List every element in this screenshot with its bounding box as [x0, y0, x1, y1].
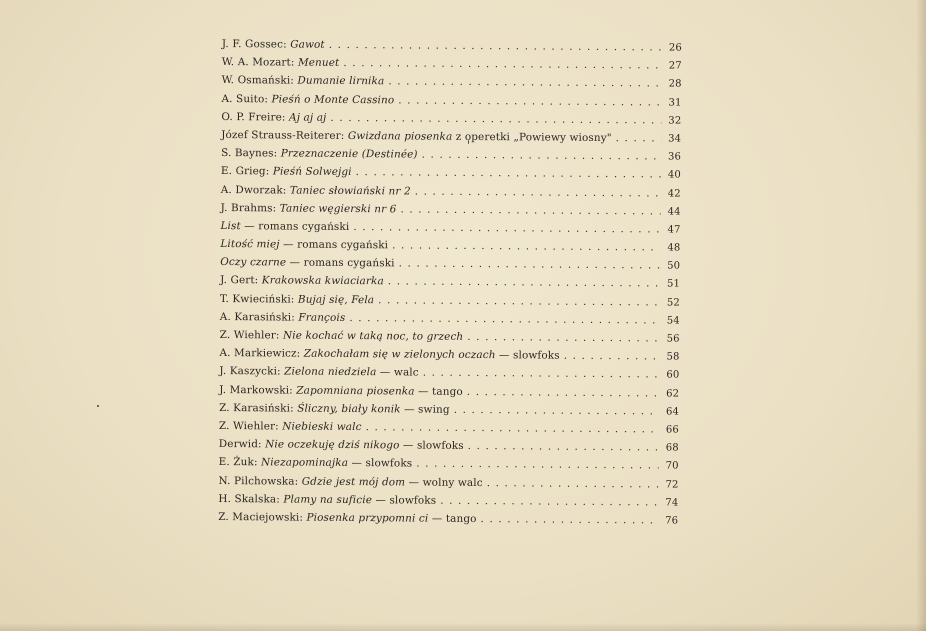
toc-entry-author: T. Kwieciński:	[219, 292, 298, 306]
toc-entry-author: A. Markiewicz:	[219, 347, 304, 360]
toc-entry-author: J. Brahms:	[220, 201, 280, 215]
toc-entry-author: S. Baynes:	[221, 147, 281, 160]
toc-entry-title: Menuet	[297, 56, 340, 70]
dot-leader	[487, 477, 659, 490]
toc-entry-page-number: 31	[668, 97, 682, 109]
toc-entry-page-number: 47	[667, 224, 681, 236]
toc-entry-title: Plamy na suficie	[283, 493, 373, 506]
dot-leader	[356, 166, 661, 180]
toc-entry-text	[221, 111, 326, 124]
toc-entry	[218, 511, 678, 533]
dot-leader	[349, 312, 659, 326]
toc-entry-subtitle: — romans cygański	[240, 220, 350, 233]
table-of-contents	[218, 38, 682, 533]
toc-entry-author: E. Grieg:	[220, 165, 273, 178]
toc-entry-title: Litość miej	[220, 238, 280, 251]
toc-entry-text	[220, 274, 384, 287]
toc-entry-subtitle: — romans cygański	[279, 238, 389, 252]
dot-leader	[481, 513, 659, 526]
toc-entry-author: Z. Wiehler:	[219, 328, 284, 342]
toc-entry-text	[221, 202, 397, 215]
toc-entry-page-number: 44	[667, 206, 681, 218]
dot-leader	[468, 440, 659, 454]
toc-entry-subtitle: — romans cygański	[286, 256, 395, 270]
toc-entry-author: Józef Strauss-Reiterer:	[221, 128, 348, 142]
toc-entry-text	[221, 183, 411, 196]
dot-leader	[400, 203, 660, 217]
toc-entry-text	[221, 93, 394, 106]
toc-entry-author: Z. Wiehler:	[218, 419, 283, 433]
toc-entry-text	[219, 438, 464, 452]
toc-entry-author: J. Gert:	[220, 274, 262, 287]
toc-entry-page-number: 74	[665, 497, 679, 509]
toc-entry-text	[219, 365, 418, 379]
dot-leader	[392, 239, 660, 253]
toc-entry-title: Nie kochać w taką noc, to grzech	[282, 329, 464, 343]
dot-leader	[467, 385, 660, 399]
toc-entry-author: W. Osmański:	[221, 74, 298, 87]
toc-entry-text	[220, 329, 464, 343]
toc-entry-title: Gwizdana piosenka	[347, 129, 453, 143]
dot-leader	[423, 367, 660, 381]
toc-entry-title: Krakowska kwiaciarka	[261, 274, 384, 288]
dot-leader	[329, 39, 662, 54]
toc-entry-text	[220, 220, 349, 233]
toc-entry-text	[222, 56, 340, 69]
dot-leader	[564, 350, 660, 363]
toc-entry-text	[220, 238, 388, 251]
toc-entry-subtitle: — swing	[400, 403, 450, 416]
dot-leader	[415, 185, 661, 199]
toc-entry-page-number: 27	[668, 60, 682, 72]
toc-entry-subtitle: — walc	[376, 366, 419, 379]
dot-leader	[399, 258, 661, 272]
toc-entry-title: List	[220, 219, 241, 233]
dot-leader	[398, 94, 661, 108]
toc-entry-title: Oczy czarne	[220, 256, 287, 269]
toc-entry-text	[219, 347, 559, 362]
toc-entry-page-number: 48	[667, 242, 681, 254]
dot-leader	[378, 294, 660, 308]
toc-entry-title: Gawot	[290, 38, 325, 51]
toc-entry-author: Derwid:	[218, 438, 266, 451]
toc-entry-page-number: 52	[666, 297, 680, 309]
toc-entry-subtitle: — slowfoks	[399, 439, 464, 453]
toc-entry-title: Niebieski walc	[282, 420, 362, 434]
toc-entry-subtitle: — slowfoks	[495, 349, 560, 362]
toc-entry-page-number: 50	[667, 260, 681, 272]
toc-entry-page-number: 51	[667, 278, 681, 291]
toc-entry-text	[219, 402, 450, 416]
toc-entry-page-number: 66	[665, 424, 679, 436]
toc-entry-page-number: 36	[668, 151, 682, 163]
toc-entry-text	[222, 38, 325, 51]
dot-leader	[422, 149, 662, 163]
toc-entry-text	[218, 511, 476, 525]
toc-entry-title: Taniec węgierski nr 6	[279, 202, 397, 216]
dot-leader	[343, 57, 661, 72]
toc-entry-author: J. Markowski:	[219, 383, 297, 397]
toc-entry-author: H. Skalska:	[218, 492, 284, 506]
toc-entry-page-number: 72	[665, 478, 679, 491]
dot-leader	[440, 494, 658, 508]
toc-entry-text	[218, 474, 482, 488]
dot-leader	[616, 132, 662, 144]
toc-entry-page-number: 70	[665, 460, 679, 472]
dot-leader	[330, 112, 661, 127]
toc-entry-page-number: 68	[665, 442, 679, 454]
toc-entry-author: O. P. Freire:	[221, 110, 290, 124]
toc-entry-page-number: 40	[667, 169, 681, 181]
dot-leader	[416, 458, 658, 472]
toc-entry-title: Aj aj aj	[289, 111, 327, 124]
toc-entry-text	[220, 256, 395, 269]
toc-entry-title: Śliczny, biały konik	[297, 402, 401, 416]
toc-entry-title: Zielona niedziela	[284, 365, 377, 379]
toc-entry-author: A. Dworzak:	[220, 183, 290, 197]
toc-entry-title: Zakochałam się w zielonych oczach	[303, 347, 496, 362]
toc-entry-text	[221, 129, 612, 144]
paper-speck	[97, 405, 99, 407]
toc-entry-title: Zapomniana piosenka	[296, 384, 415, 398]
dot-leader	[353, 221, 660, 235]
toc-entry-title: Niezapominajka	[261, 456, 349, 470]
toc-entry-title: Przeznaczenie (Destinée)	[280, 147, 418, 161]
toc-entry-subtitle: — tango	[428, 512, 477, 525]
toc-entry-text	[221, 165, 352, 178]
toc-entry-page-number: 58	[666, 351, 680, 363]
toc-entry-title: Taniec słowiański nr 2	[289, 184, 411, 197]
toc-entry-author: Z. Maciejowski:	[218, 510, 307, 524]
toc-entry-title: Bujaj się, Fela	[297, 293, 375, 306]
toc-entry-title: Pieśń o Monte Cassino	[271, 92, 395, 106]
toc-entry-title: Gdzie jest mój dom	[301, 475, 406, 488]
toc-entry-subtitle: — tango	[414, 385, 463, 398]
toc-entry-page-number: 34	[668, 133, 682, 145]
toc-entry-page-number: 60	[666, 369, 680, 381]
toc-entry-subtitle: — wolny walc	[405, 475, 483, 489]
toc-entry-page-number: 28	[668, 78, 682, 90]
dot-leader	[454, 404, 659, 418]
toc-entry-author: J. F. Gossec:	[221, 38, 291, 51]
toc-entry-author: Z. Karasiński:	[219, 401, 298, 415]
toc-entry-text	[219, 420, 362, 433]
toc-entry-text	[220, 311, 346, 324]
toc-entry-page-number: 62	[666, 388, 680, 400]
toc-entry-author: J. Kaszycki:	[219, 365, 285, 378]
dot-leader	[467, 331, 659, 345]
toc-entry-subtitle: — slowfoks	[371, 493, 437, 507]
toc-entry-text	[219, 456, 413, 470]
toc-entry-title: Nie oczekuję dziś nikogo	[265, 438, 400, 452]
toc-entry-author: A. Karasiński:	[219, 310, 299, 324]
toc-entry-page-number: 64	[666, 406, 680, 418]
toc-entry-text	[221, 147, 418, 161]
page-edge-shadow-right	[916, 0, 926, 631]
toc-entry-page-number: 56	[666, 333, 680, 345]
toc-entry-text	[222, 74, 385, 87]
toc-entry-page-number: 76	[665, 515, 679, 527]
toc-entry-author: E. Żuk:	[218, 456, 262, 469]
toc-entry-page-number: 32	[668, 115, 682, 127]
toc-entry-title: Pieśń Solwejgi	[272, 165, 352, 179]
toc-entry-title: Dumanie lirnika	[297, 74, 385, 88]
toc-entry-title: François	[298, 311, 346, 324]
toc-entry-author: W. A. Mozart:	[221, 56, 299, 69]
toc-entry-page-number: 26	[668, 42, 682, 54]
toc-entry-author: N. Pilchowska:	[218, 474, 302, 488]
toc-entry-text	[219, 384, 463, 398]
toc-entry-subtitle: z operetki „Powiewy wiosny"	[452, 130, 612, 145]
toc-entry-text	[218, 493, 436, 507]
toc-entry-page-number: 42	[667, 188, 681, 200]
toc-entry-title: Piosenka przypomni ci	[306, 511, 429, 525]
dot-leader	[388, 276, 660, 290]
dot-leader	[388, 76, 661, 90]
page-edge-shadow-bottom	[0, 623, 926, 631]
toc-entry-subtitle: — slowfoks	[348, 457, 413, 470]
dot-leader	[366, 421, 659, 435]
toc-entry-text	[220, 293, 374, 306]
toc-entry-author: A. Suito:	[221, 92, 272, 105]
toc-entry-page-number: 54	[666, 315, 680, 327]
